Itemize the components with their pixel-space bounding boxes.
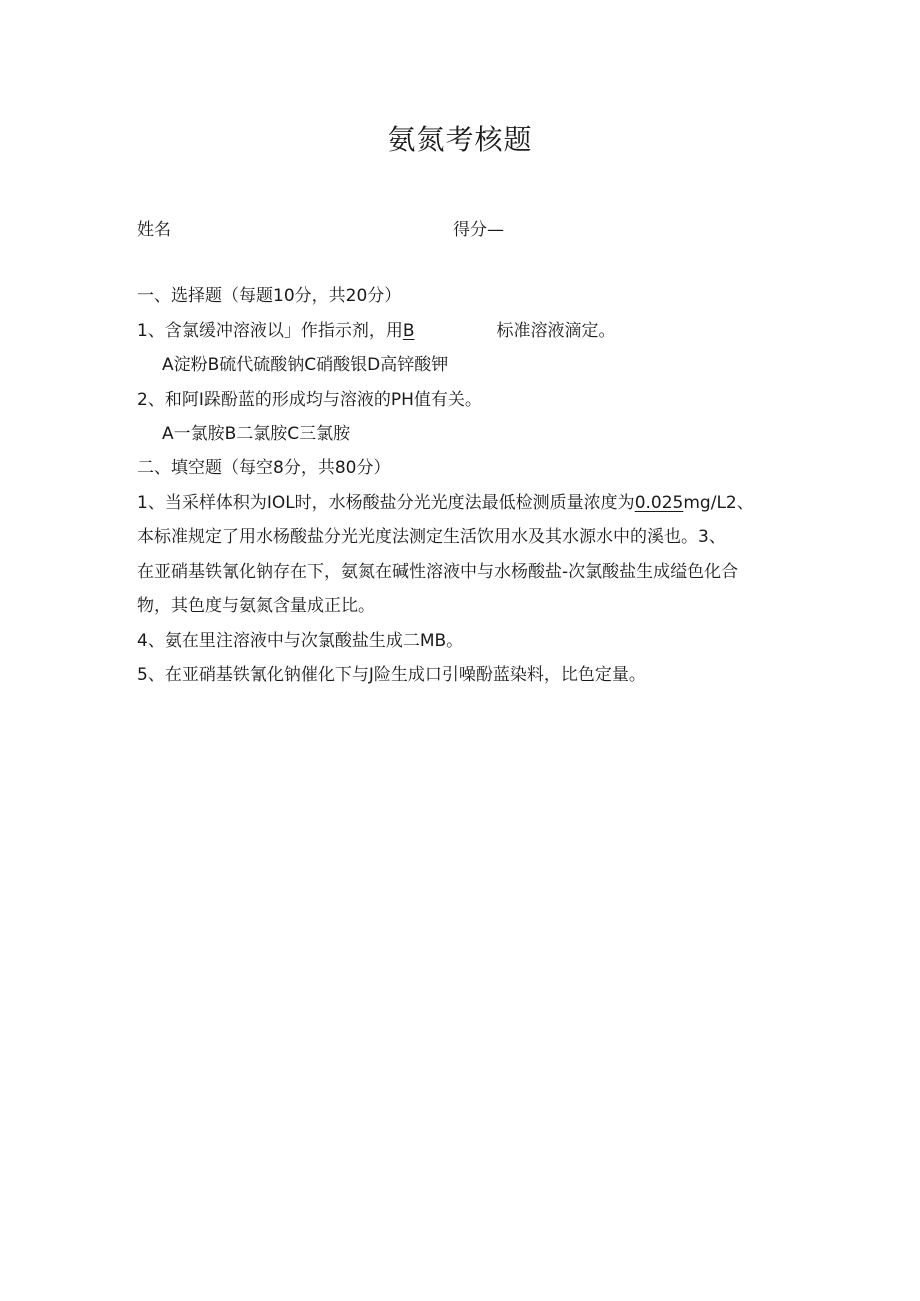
fill-1-prefix: 1、当采样体积为IOL时，水杨酸盐分光光度法最低检测质量浓度为 bbox=[137, 493, 635, 513]
fill-paragraph-line-3: 在亚硝基铁氰化钠存在下，氨氮在碱性溶液中与水杨酸盐-次氯酸盐生成缢色化合 bbox=[137, 562, 739, 582]
section2-heading: 二、填空题（每空8分，共80分） bbox=[137, 458, 391, 478]
question-1-suffix: 标准溶液滴定。 bbox=[496, 321, 616, 341]
fill-paragraph-line-1 bbox=[137, 491, 754, 515]
fill-question-4: 4、氨在里注溶液中与次氯酸盐生成二MB。 bbox=[137, 631, 464, 651]
question-2: 2、和阿I跺酚蓝的形成均与溶液的PH值有关。 bbox=[137, 390, 482, 410]
score-label: 得分— bbox=[453, 220, 504, 240]
document-title: 氨氮考核题 bbox=[387, 123, 533, 156]
name-label: 姓名 bbox=[137, 220, 171, 240]
question-1-options: A淀粉B硫代硫酸钠C硝酸银D高锌酸钾 bbox=[162, 355, 449, 375]
section1-heading: 一、选择题（每题10分，共20分） bbox=[137, 286, 402, 306]
fill-paragraph-line-2: 本标准规定了用水杨酸盐分光光度法测定生活饮用水及其水源水中的溪也。3、 bbox=[137, 527, 726, 547]
question-1-answer: B bbox=[402, 321, 415, 341]
question-1 bbox=[137, 319, 616, 343]
fill-1-suffix: mg/L2、 bbox=[683, 493, 754, 513]
question-1-prefix: 1、含氯缓冲溶液以」作指示剂，用 bbox=[137, 321, 403, 341]
fill-question-5: 5、在亚硝基铁氰化钠催化下与J险生成口引噪酚蓝染料，比色定量。 bbox=[137, 665, 646, 685]
fill-paragraph-line-4: 物，其色度与氨氮含量成正比。 bbox=[137, 596, 375, 616]
fill-1-answer: 0.025 bbox=[634, 493, 684, 513]
question-2-options: A一氯胺B二氯胺C三氯胺 bbox=[162, 424, 351, 444]
